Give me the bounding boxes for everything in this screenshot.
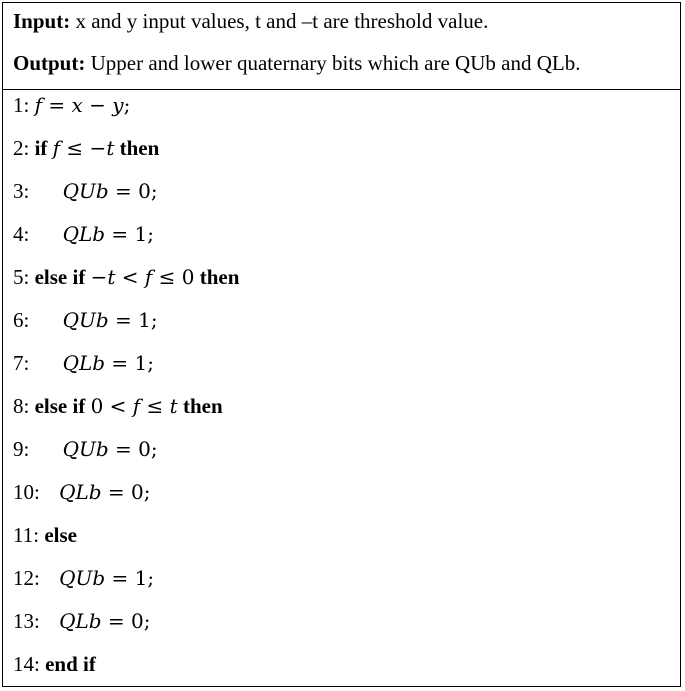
algorithm-step: [13, 90, 130, 120]
algorithm-step: [13, 262, 239, 292]
step-math: QUb = 0;: [62, 437, 158, 461]
line-number: 7:: [13, 351, 30, 375]
output-line: [13, 51, 580, 75]
algorithm-step: [13, 606, 151, 636]
algorithm-step: [13, 305, 158, 335]
line-number: 3:: [13, 179, 30, 203]
step-math: f = x − y;: [34, 93, 131, 117]
line-number: 4:: [13, 222, 30, 246]
algorithm-step: [13, 348, 154, 378]
keyword: else if: [34, 265, 86, 289]
step-math: −t < f ≤ 0: [90, 265, 195, 289]
line-number: 11:: [13, 523, 40, 547]
algorithm-step: [13, 477, 151, 507]
line-number: 13:: [13, 609, 40, 633]
line-number: 6:: [13, 308, 30, 332]
line-number: 12:: [13, 566, 40, 590]
algorithm-step: [13, 133, 159, 163]
line-number: 9:: [13, 437, 30, 461]
keyword: if: [34, 136, 48, 160]
output-text: Upper and lower quaternary bits which are QUb and QLb.: [85, 51, 581, 75]
algorithm-header: [3, 3, 680, 90]
algorithm-step: [13, 520, 77, 550]
keyword: else if: [34, 394, 86, 418]
step-math: f ≤ −t: [52, 136, 115, 160]
algorithm-step: [13, 434, 158, 464]
keyword: end if: [45, 652, 96, 676]
step-math: 0 < f ≤ t: [90, 394, 178, 418]
line-number: 14:: [13, 652, 40, 676]
line-number: 5:: [13, 265, 30, 289]
step-math: QUb = 0;: [62, 179, 158, 203]
keyword: else: [44, 523, 77, 547]
input-text: x and y input values, t and –t are threshold value.: [70, 9, 489, 33]
input-line: [13, 9, 488, 33]
step-math: QLb = 1;: [62, 351, 155, 375]
algorithm-step: [13, 391, 223, 421]
step-math: QUb = 1;: [59, 566, 155, 590]
algorithm-box: [2, 2, 681, 687]
line-number: 8:: [13, 394, 30, 418]
output-label: Output:: [13, 51, 86, 75]
step-math: QLb = 1;: [62, 222, 155, 246]
step-math: QLb = 0;: [59, 480, 151, 504]
input-label: Input:: [13, 9, 71, 33]
line-number: 2:: [13, 136, 30, 160]
step-math: QLb = 0;: [59, 609, 151, 633]
algorithm-step: [13, 219, 154, 249]
algorithm-step: [13, 176, 158, 206]
algorithm-step: [13, 649, 96, 679]
keyword: then: [119, 136, 160, 160]
line-number: 10:: [13, 480, 40, 504]
keyword: then: [199, 265, 240, 289]
algorithm-step: [13, 563, 154, 593]
line-number: 1:: [13, 93, 30, 117]
keyword: then: [182, 394, 223, 418]
step-math: QUb = 1;: [62, 308, 158, 332]
